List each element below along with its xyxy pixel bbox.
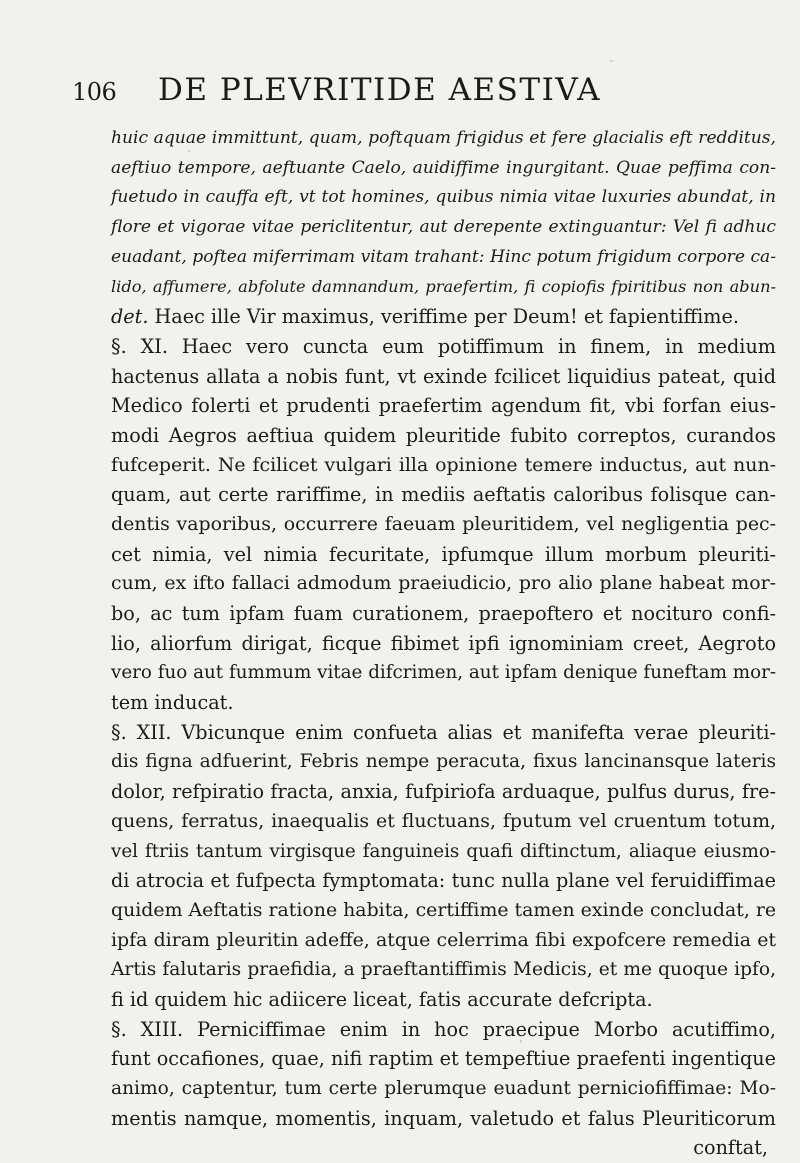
text-line: Medico folerti et prudenti praefertim agendum fit, vbi forfan eius- bbox=[111, 394, 776, 418]
text-line: lido, affumere, abfolute damnandum, praefertim, fi copiofis fpiritibus non abun- bbox=[111, 277, 776, 297]
body-text bbox=[111, 124, 776, 1163]
text-line: aeftiuo tempore, aeftuante Caelo, auidiffime ingurgitant. Quae peffima con- bbox=[111, 157, 776, 178]
text-line: vel ftriis tantum virgisque fanguineis quafi diftinctum, aliaque eiusmo- bbox=[111, 840, 776, 862]
text-line: vero fuo aut fummum vitae difcrimen, aut ipfam denique funeftam mor- bbox=[111, 662, 776, 684]
running-title: DE PLEVRITIDE AESTIVA bbox=[158, 72, 601, 108]
text-line: fuetudo in cauffa eft, vt tot homines, quibus nimia vitae luxuries abundat, in bbox=[111, 187, 776, 208]
text-line: det. Haec ille Vir maximus, veriffime per Deum! et fapientiffime. bbox=[111, 305, 739, 329]
italic-fragment: det. bbox=[111, 305, 149, 329]
text-line: cum, ex ifto fallaci admodum praeiudicio, pro alio plane habeat mor- bbox=[111, 572, 776, 595]
text-line: quidem Aeftatis ratione habita, certiffime tamen exinde concludat, re bbox=[111, 898, 777, 921]
text-line: §. XI. Haec vero cuncta eum potiffimum in finem, in medium bbox=[111, 334, 776, 358]
text-line: funt occafiones, quae, nifi raptim et tempeftiue praefenti ingentique bbox=[111, 1047, 776, 1071]
text-line: Artis falutaris praefidia, a praeftantiffimis Medicis, et me quoque ipfo, bbox=[111, 959, 776, 981]
text-line: bo, ac tum ipfam fuam curationem, praepoftero et nocituro confi- bbox=[111, 602, 776, 625]
text-line: animo, captentur, tum certe plerumque euadunt perniciofiffimae: Mo- bbox=[111, 1078, 776, 1099]
text-line: dolor, refpiratio fracta, anxia, fufpiriofa arduaque, pulfus durus, fre- bbox=[111, 780, 776, 804]
text-line: dentis vaporibus, occurrere faeuam pleuritidem, vel negligentia pec- bbox=[111, 512, 776, 535]
page-number: 106 bbox=[72, 78, 117, 106]
text-line: modi Aegros aeftiua quidem pleuritide fubito correptos, curandos bbox=[111, 423, 776, 447]
text-line: lio, aliorfum dirigat, ficque fibimet ipfi ignominiam creet, Aegroto bbox=[111, 631, 776, 655]
text-line: dis figna adfuerint, Febris nempe peracuta, fixus lancinansque lateris bbox=[111, 751, 776, 773]
text-line: §. XIII. Perniciffimae enim in hoc praecipue Morbo acutiffimo, bbox=[111, 1017, 776, 1041]
text-line: huic aquae immittunt, quam, poftquam frigidus et fere glacialis eft redditus, bbox=[111, 128, 776, 148]
text-line: ipfa diram pleuritin adeffe, atque celerrima fibi expofcere remedia et bbox=[111, 928, 776, 951]
text-line: hactenus allata a nobis funt, vt exinde fcilicet liquidius pateat, quid bbox=[111, 364, 776, 388]
text-line: quam, aut certe rariffime, in mediis aeftatis caloribus folisque can- bbox=[111, 483, 776, 507]
paper-speck bbox=[610, 60, 613, 62]
text-line: §. XII. Vbicunque enim confueta alias et manifefta verae pleuriti- bbox=[111, 720, 776, 744]
text-line: quens, ferratus, inaequalis et fluctuans, fputum vel cruentum totum, bbox=[111, 809, 776, 832]
text-line: flore et vigorae vitae periclitentur, aut derepente extinguantur: Vel fi adhuc bbox=[111, 217, 776, 238]
paper-speck bbox=[720, 1060, 724, 1062]
text-line: fi id quidem hic adiicere liceat, fatis accurate defcripta. bbox=[111, 987, 653, 1011]
text-line: fufceperit. Ne fcilicet vulgari illa opinione temere inductus, aut nun- bbox=[111, 453, 776, 476]
text-line: di atrocia et fufpecta fymptomata: tunc nulla plane vel feruidiffimae bbox=[111, 869, 776, 893]
paper-speck bbox=[520, 1040, 522, 1043]
paper-speck bbox=[188, 150, 190, 152]
text-line: tem inducat. bbox=[111, 691, 234, 715]
text-line: mentis namque, momentis, inquam, valetudo et falus Pleuriticorum bbox=[111, 1106, 776, 1130]
text-line: cet nimia, vel nimia fecuritate, ipfumque illum morbum pleuriti- bbox=[111, 542, 776, 566]
running-head bbox=[72, 72, 772, 112]
text-line: euadant, poftea miferrimam vitam trahant: Hinc potum frigidum corpore ca- bbox=[111, 246, 776, 267]
catchword: conftat, bbox=[693, 1136, 768, 1160]
